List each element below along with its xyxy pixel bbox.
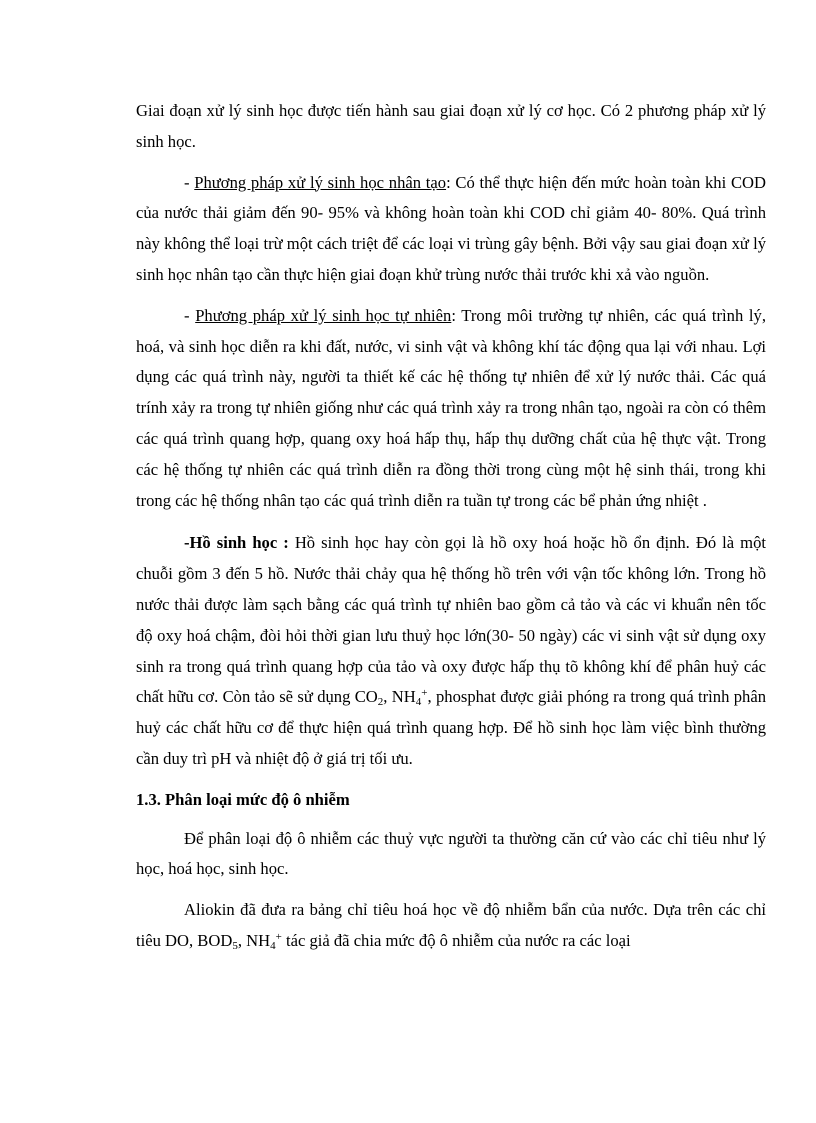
classification-paragraph [136, 824, 766, 886]
artificial-method-paragraph [136, 168, 766, 291]
natural-dash: - [184, 305, 196, 325]
biological-pond-paragraph [136, 528, 766, 774]
artificial-method-label: Phương pháp xử lý sinh học nhân tạo [194, 172, 447, 192]
pond-text-1: Hồ sinh học hay còn gọi là hồ oxy hoá hoặc hồ ổn định. Đó là một chuỗi gồm 3 đến 5 hồ. Nước thải chảy qua hệ thống hồ trên với vận tốc không lớn. Trong hồ nước thải được làm sạch bằng các quá trình tự nhiên bao gồm cả tảo và các vi khuẩn nên tốc độ oxy hoá chậm, đòi hỏi thời gian lưu thuỷ học lớn(30- 50 ngày) các vi sinh vật sử dụng oxy sinh ra trong quá trình quang hợp của tảo và oxy được hấp thụ tõ không khí để phân huỷ các chất hữu cơ. Còn tảo sẽ sử dụng CO [136, 533, 766, 707]
pond-text-2: , NH [383, 687, 416, 707]
pond-text-3: , phosphat được giải phóng ra trong quá trình phân huỷ các chất hữu cơ để thực hiện quá trình quang hợp. Để hồ sinh học làm việc bình thường cần duy trì pH và nhiệt độ ở giá trị tối ưu. [136, 687, 766, 768]
section-heading: 1.3. Phân loại mức độ ô nhiễm [136, 789, 350, 809]
aliokin-text-1: Aliokin đã đưa ra bảng chỉ tiêu hoá học về độ nhiễm bẩn của nước. Dựa trên các chỉ tiêu DO, BOD [136, 900, 766, 950]
natural-method-text: : Trong môi trường tự nhiên, các quá trình lý, hoá, và sinh học diễn ra khi đất, nước, vi sinh vật và không khí tác động qua lại với nhau. Lợi dụng các quá trình này, người ta thiết kế các hệ thống tự nhiên để xử lý nước thải. Các quá trính xảy ra trong tự nhiên giống như các quá trình xảy ra trong nhân tạo, ngoài ra còn có thêm các quá trình quang hợp, quang oxy hoá hấp thụ, hấp thụ dưỡng chất của hệ thực vật. Trong các hệ thống tự nhiên các quá trình diễn ra đồng thời trong cùng một hệ sinh thái, trong khi trong các hệ thống nhân tạo các quá trình diễn ra tuần tự trong các bể phản ứng nhiệt . [136, 305, 766, 510]
nh4-superscript: + [421, 687, 428, 700]
aliokin-text-3: tác giả đã chia mức độ ô nhiễm của nước ra các loại [281, 930, 631, 950]
aliokin-text-2: , NH [237, 930, 271, 950]
document-page [136, 96, 766, 957]
natural-method-label: Phương pháp xử lý sinh học tự nhiên [195, 305, 452, 325]
bod5-subscript: 5 [232, 939, 238, 952]
biological-pond-label: -Hồ sinh học : [184, 533, 289, 553]
nh4-subscript: 4 [415, 696, 422, 709]
co2-subscript: 2 [377, 696, 384, 709]
aliokin-paragraph [136, 895, 766, 957]
natural-method-paragraph [136, 301, 766, 517]
intro-text: Giai đoạn xử lý sinh học được tiến hành sau giai đoạn xử lý cơ học. Có 2 phương pháp xử lý sinh học. [136, 101, 766, 151]
artificial-method-text: : Có thể thực hiện đến mức hoàn toàn khi COD của nước thải giảm đến 90- 95% và không hoàn toàn khi COD chỉ giảm 40- 80%. Quá trình này không thể loại trừ một cách triệt để các loại vi trùng gây bệnh. Bởi vậy sau giai đoạn xử lý sinh học nhân tạo cần thực hiện giai đoạn khử trùng nước thải trước khi xả vào nguồn. [136, 172, 766, 284]
nh4-superscript-2: + [275, 930, 282, 943]
artificial-dash: - [184, 172, 195, 192]
intro-paragraph [136, 96, 766, 158]
classification-text: Để phân loại độ ô nhiễm các thuỷ vực người ta thường căn cứ vào các chỉ tiêu như lý học, hoá học, sinh học. [136, 828, 766, 879]
nh4-subscript-2: 4 [270, 939, 276, 952]
